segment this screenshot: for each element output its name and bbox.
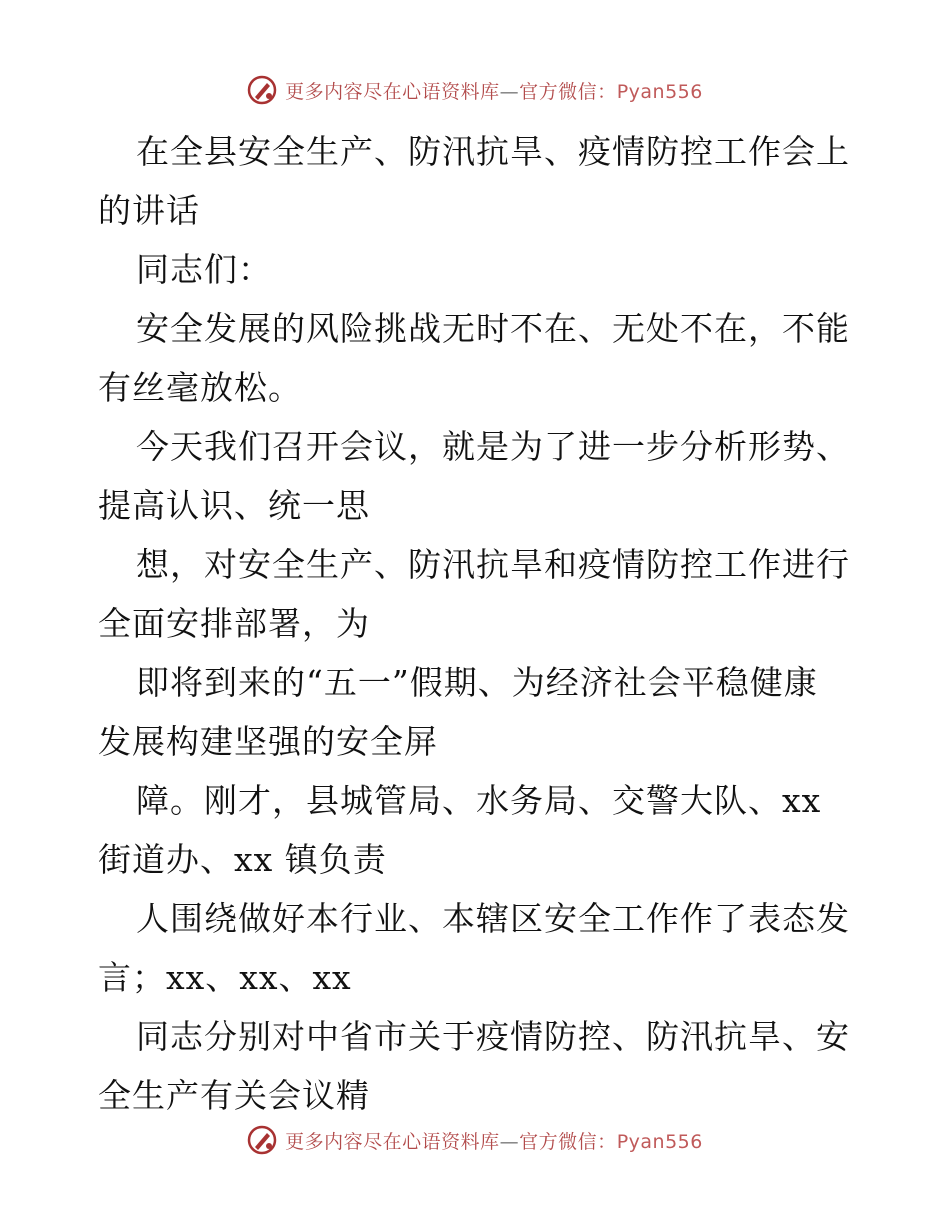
text-line: 人围绕做好本行业、本辖区安全工作作了表态发 [136, 899, 850, 938]
text-line: 的讲话 [98, 191, 200, 230]
banner-dash: — [499, 80, 520, 103]
banner-wechat-id: Pyan556 [616, 1130, 703, 1153]
text-line: 同志分别对中省市关于疫情防控、防汛抗旱、安 [136, 1017, 850, 1056]
banner-suffix: 官方微信： [519, 80, 617, 103]
pen-circle-icon [247, 75, 277, 105]
text-line: 言；xx、xx、xx [98, 958, 352, 997]
footer-watermark-banner [0, 1120, 950, 1160]
banner-text [285, 77, 703, 104]
text-line: 想，对安全生产、防汛抗旱和疫情防控工作进行 [136, 545, 850, 584]
banner-dash: — [499, 1130, 520, 1153]
text-line: 有丝毫放松。 [98, 368, 302, 407]
header-watermark-banner [0, 70, 950, 110]
text-line: 即将到来的“五一”假期、为经济社会平稳健康 [136, 663, 818, 702]
text-line: 全生产有关会议精 [98, 1076, 370, 1115]
banner-text [285, 1127, 703, 1154]
text-line: 在全县安全生产、防汛抗旱、疫情防控工作会上 [136, 132, 850, 171]
text-line: 提高认识、统一思 [98, 486, 370, 525]
banner-prefix: 更多内容尽在心语资料库 [285, 80, 500, 103]
pen-circle-icon [247, 1125, 277, 1155]
banner-wechat-id: Pyan556 [616, 80, 703, 103]
banner-suffix: 官方微信： [519, 1130, 617, 1153]
banner-prefix: 更多内容尽在心语资料库 [285, 1130, 500, 1153]
text-line: 发展构建坚强的安全屏 [98, 722, 438, 761]
document-body [98, 122, 858, 1125]
text-line: 今天我们召开会议，就是为了进一步分析形势、 [136, 427, 850, 466]
text-line: 障。刚才，县城管局、水务局、交警大队、xx [136, 781, 822, 820]
text-line: 街道办、xx 镇负责 [98, 840, 387, 879]
text-line: 同志们： [136, 250, 272, 289]
text-line: 安全发展的风险挑战无时不在、无处不在，不能 [136, 309, 850, 348]
text-line: 全面安排部署，为 [98, 604, 370, 643]
